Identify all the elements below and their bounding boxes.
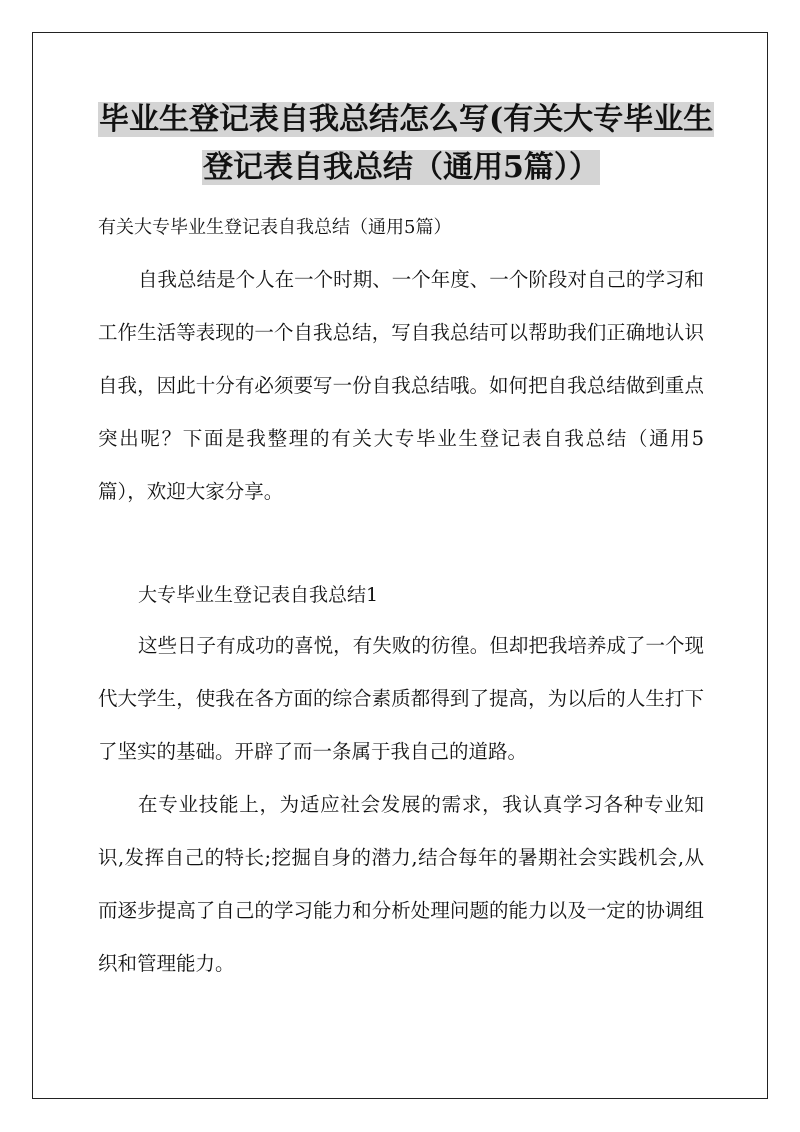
section-paragraph-1: 这些日子有成功的喜悦，有失败的彷徨。但却把我培养成了一个现代大学生，使我在各方面的综合素质都得到了提高，为以后的人生打下了坚实的基础。开辟了而一条属于我自己的道路。: [98, 634, 704, 763]
intro-paragraph: 自我总结是个人在一个时期、一个年度、一个阶段对自己的学习和工作生活等表现的一个自我总结，写自我总结可以帮助我们正确地认识自我，因此十分有必须要写一份自我总结哦。如何把自我总结做到重点突出呢？下面是我整理的有关大专毕业生登记表自我总结（通用5篇），欢迎大家分享。: [98, 268, 704, 503]
document-subtitle: 有关大专毕业生登记表自我总结（通用5篇）: [98, 217, 452, 238]
document-title: [98, 96, 714, 192]
section-paragraph-2: 在专业技能上，为适应社会发展的需求，我认真学习各种专业知识,发挥自己的特长;挖掘自身的潜力,结合每年的暑期社会实践机会,从而逐步提高了自己的学习能力和分析处理问题的能力以及一定的协调组织和管理能力。: [98, 793, 704, 975]
title-line-1-text: 毕业生登记表自我总结怎么写(有关大专毕业生: [99, 102, 714, 137]
title-line-2-text: 登记表自我总结（通用5篇））: [203, 150, 599, 185]
title-line-1: [98, 96, 714, 144]
title-line-2: [98, 144, 704, 192]
section-heading: 大专毕业生登记表自我总结1: [138, 584, 379, 606]
